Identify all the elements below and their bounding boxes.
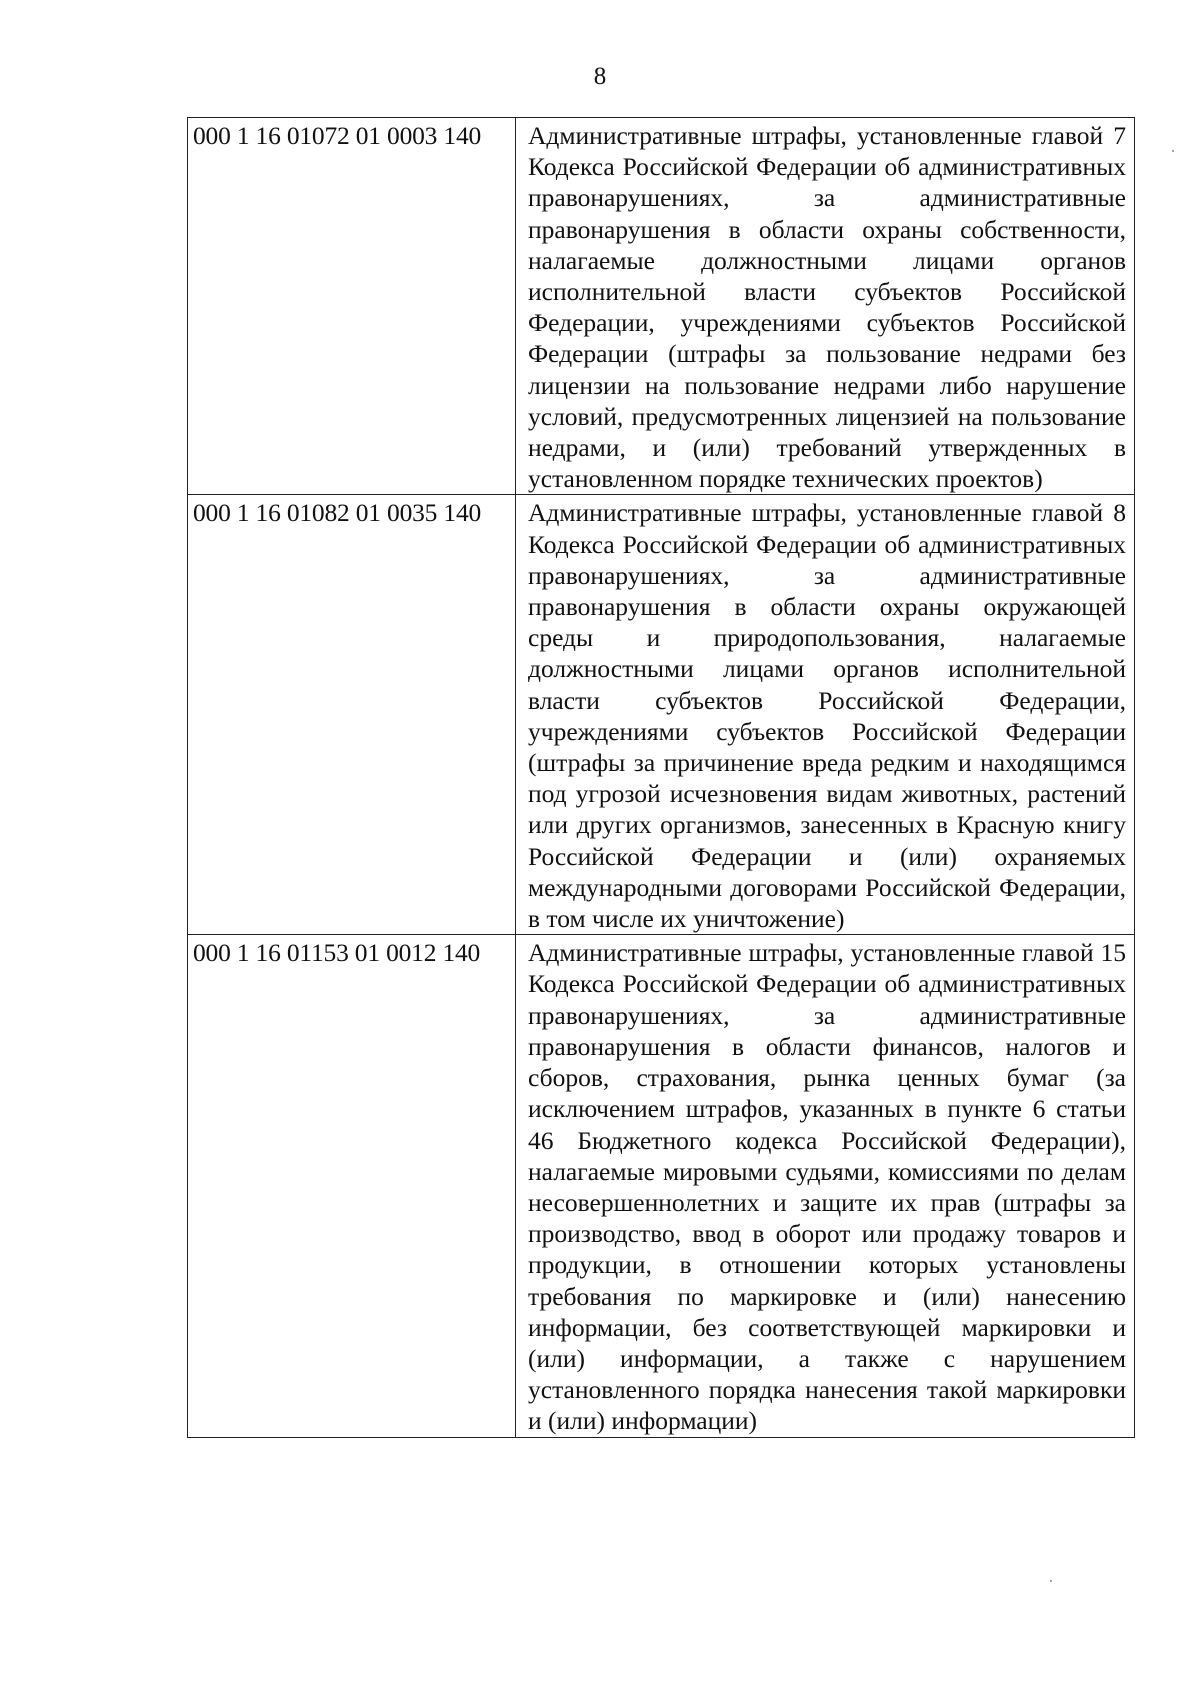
scan-speck	[1050, 1580, 1052, 1582]
budget-code: 000 1 16 01153 01 0012 140	[188, 935, 516, 1437]
page-number: 8	[593, 63, 607, 90]
code-description: Административные штрафы, установленные главой 15 Кодекса Российской Федерации об административных правонарушениях, за административные правонарушения в области финансов, налогов и сборов, страхования, рынка ценных бумаг (за исключением штрафов, указанных в пункте 6 статьи 46 Бюджетного кодекса Российской Федерации), налагаемые мировыми судьями, комиссиями по делам несовершеннолетних и защите их прав (штрафы за производство, ввод в оборот или продажу товаров и продукции, в отношении которых установлены требования по маркировке и (или) нанесению информации, без соответствующей маркировки и (или) информации, а также с нарушением установленного порядка нанесения такой маркировки и (или) информации)	[516, 935, 1135, 1437]
budget-code: 000 1 16 01082 01 0035 140	[188, 495, 516, 935]
table-row	[188, 118, 1135, 495]
code-description: Административные штрафы, установленные главой 7 Кодекса Российской Федерации об административных правонарушениях, за административные правонарушения в области охраны собственности, налагаемые должностными лицами органов исполнительной власти субъектов Российской Федерации, учреждениями субъектов Российской Федерации (штрафы за пользование недрами без лицензии на пользование недрами либо нарушение условий, предусмотренных лицензией на пользование недрами, и (или) требований утвержденных в установленном порядке технических проектов)	[516, 118, 1135, 495]
table-row	[188, 935, 1135, 1437]
code-description: Административные штрафы, установленные главой 8 Кодекса Российской Федерации об административных правонарушениях, за административные правонарушения в области охраны окружающей среды и природопользования, налагаемые должностными лицами органов исполнительной власти субъектов Российской Федерации, учреждениями субъектов Российской Федерации (штрафы за причинение вреда редким и находящимся под угрозой исчезновения видам животных, растений или других организмов, занесенных в Красную книгу Российской Федерации и (или) охраняемых международными договорами Российской Федерации, в том числе их уничтожение)	[516, 495, 1135, 935]
budget-codes-table	[187, 117, 1135, 1438]
scan-speck	[1172, 150, 1174, 152]
budget-code: 000 1 16 01072 01 0003 140	[188, 118, 516, 495]
table-row	[188, 495, 1135, 935]
